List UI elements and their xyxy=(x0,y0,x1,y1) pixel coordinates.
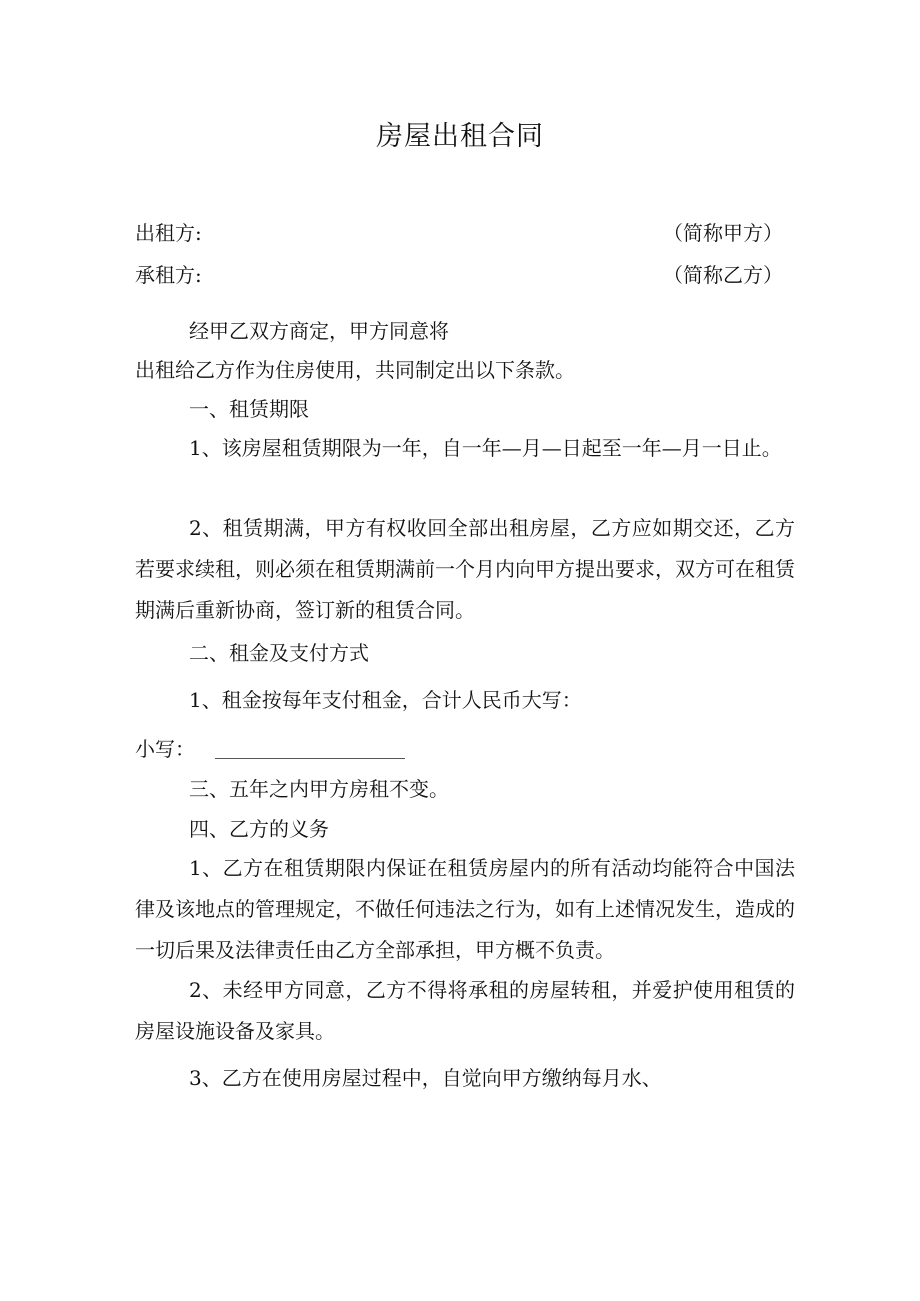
section-1-item-2: 2、租赁期满，甲方有权收回全部出租房屋，乙方应如期交还，乙方若要求续租，则必须在租赁期满前一个月内向甲方提出要求，双方可在租赁期满后重新协商，签订新的租赁合同。 xyxy=(135,516,795,622)
section-1-heading: 一、租赁期限 xyxy=(189,397,309,421)
lessor-row xyxy=(135,219,783,247)
lessee-label: 承租方: xyxy=(135,263,202,287)
section-4-item-1: 1、乙方在租赁期限内保证在租赁房屋内的所有活动均能符合中国法律及该地点的管理规定，不做任何违法之行为，如有上述情况发生，造成的一切后果及法律责任由乙方全部承担，甲方概不负责。 xyxy=(135,856,795,962)
lessee-abbreviation: （简称乙方） xyxy=(663,263,783,287)
section-4-heading: 四、乙方的义务 xyxy=(189,817,329,841)
section-2-heading: 二、租金及支付方式 xyxy=(189,641,369,665)
intro-line-2: 出租给乙方作为住房使用，共同制定出以下条款。 xyxy=(135,358,575,382)
document-title: 房屋出租合同 xyxy=(376,121,544,152)
section-4-item-2: 2、未经甲方同意，乙方不得将承租的房屋转租，并爱护使用租赁的房屋设施设备及家具。 xyxy=(135,978,795,1043)
section-2-item-1: 1、租金按每年支付租金，合计人民币大写： xyxy=(189,688,582,712)
lessor-abbreviation: （简称甲方） xyxy=(663,221,783,245)
small-amount-blank-line xyxy=(215,758,405,759)
intro-line-1: 经甲乙双方商定，甲方同意将 xyxy=(189,319,449,343)
section-3-heading: 三、五年之内甲方房租不变。 xyxy=(189,777,449,801)
section-1-item-1: 1、该房屋租赁期限为一年，自一年—月—日起至一年—月一日止。 xyxy=(189,436,782,460)
lessee-row xyxy=(135,261,783,289)
small-amount-label: 小写： xyxy=(135,737,195,761)
lessor-label: 出租方: xyxy=(135,221,202,245)
section-4-item-3: 3、乙方在使用房屋过程中，自觉向甲方缴纳每月水、 xyxy=(189,1066,662,1090)
